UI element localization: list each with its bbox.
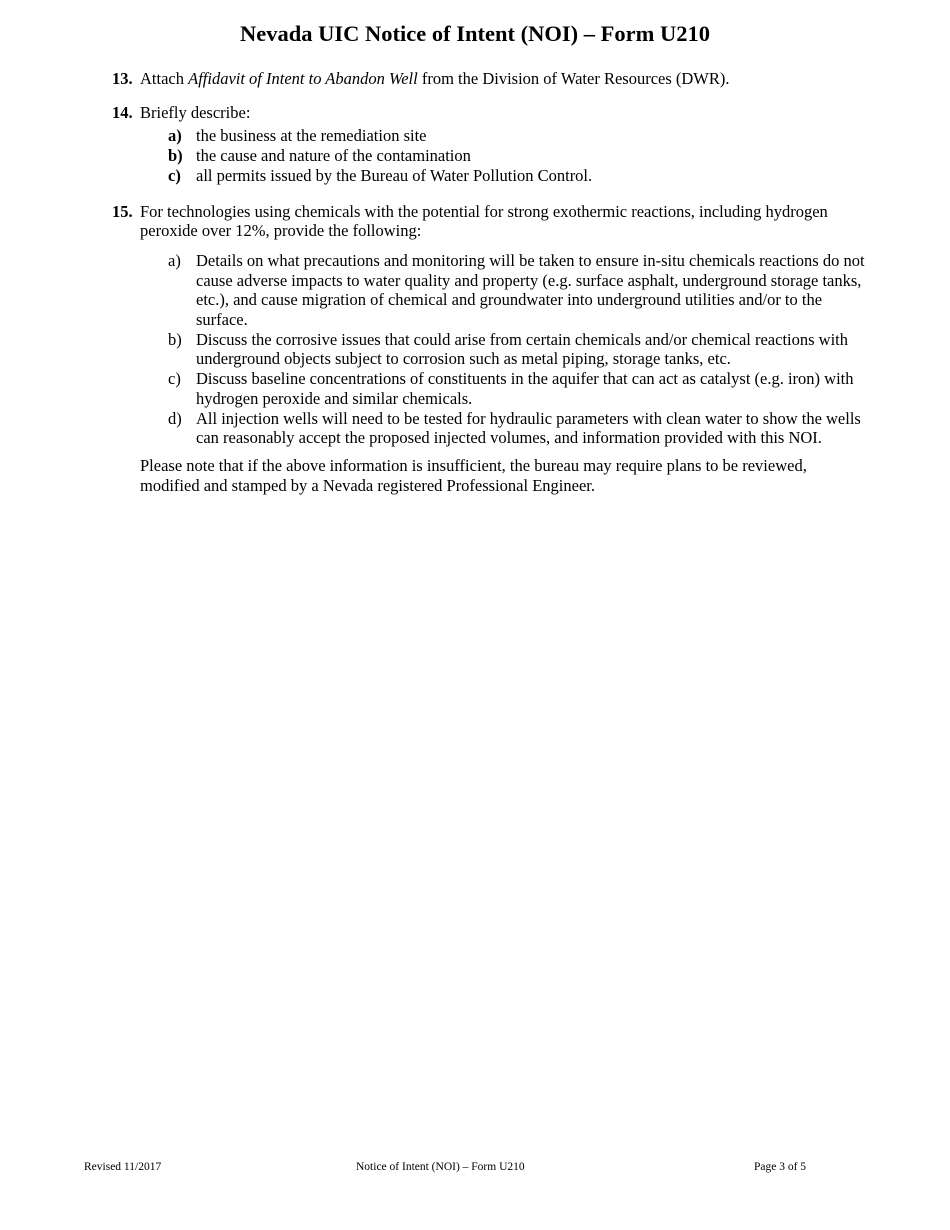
item-13 bbox=[110, 69, 870, 89]
footer-revised-date: Revised 11/2017 bbox=[84, 1161, 162, 1173]
sublist-letter: a) bbox=[168, 126, 182, 146]
footer-form-name: Notice of Intent (NOI) – Form U210 bbox=[356, 1161, 525, 1173]
sublist-text: all permits issued by the Bureau of Water Pollution Control. bbox=[196, 165, 593, 185]
sublist-letter: d) bbox=[168, 408, 182, 428]
sublist-letter: b) bbox=[168, 146, 183, 166]
sublist-letter: c) bbox=[168, 369, 181, 389]
sublist-item bbox=[140, 330, 870, 369]
item-number: 14. bbox=[112, 102, 133, 122]
sublist-item bbox=[140, 409, 870, 448]
item-14 bbox=[110, 103, 870, 186]
sublist-letter: a) bbox=[168, 250, 181, 270]
item-text: Briefly describe: bbox=[140, 102, 251, 122]
sublist-text: Discuss baseline concentrations of constituents in the aquifer that can act as catalyst (e.g. iron) with hydrogen peroxide and similar chemicals. bbox=[196, 369, 854, 408]
sublist-item bbox=[140, 251, 870, 330]
sublist-item bbox=[140, 146, 870, 166]
form-content bbox=[110, 69, 870, 495]
affidavit-title: Affidavit of Intent to Abandon Well bbox=[188, 69, 418, 88]
page-title: Nevada UIC Notice of Intent (NOI) – Form U210 bbox=[240, 21, 710, 46]
sublist-letter: b) bbox=[168, 329, 182, 349]
sublist bbox=[140, 251, 870, 448]
sublist-item bbox=[140, 166, 870, 186]
item-15 bbox=[110, 202, 870, 448]
item-text: Attach Affidavit of Intent to Abandon Well from the Division of Water Resources (DWR). bbox=[140, 69, 730, 88]
sublist-text: the business at the remediation site bbox=[196, 126, 427, 146]
sublist-text: Details on what precautions and monitoring will be taken to ensure in-situ chemicals reactions do not cause adverse impacts to water quality and property (e.g. surface asphalt, underground storage tanks, etc.), and cause migration of chemical and groundwater into underground utilities and/or to the surface. bbox=[196, 250, 865, 330]
insufficient-info-note: Please note that if the above information is insufficient, the bureau may require plans to be reviewed, modified and stamped by a Nevada registered Professional Engineer. bbox=[140, 455, 807, 495]
sublist-text: the cause and nature of the contamination bbox=[196, 146, 471, 166]
sublist-item bbox=[140, 126, 870, 146]
item-number: 15. bbox=[112, 201, 133, 221]
sublist-text: All injection wells will need to be tested for hydraulic parameters with clean water to show the wells can reasonably accept the proposed injected volumes, and information provided with this NOI. bbox=[196, 408, 861, 448]
sublist-item bbox=[140, 369, 870, 408]
sublist bbox=[140, 126, 870, 185]
sublist-letter: c) bbox=[168, 165, 181, 185]
footer-page-number: Page 3 of 5 bbox=[754, 1161, 807, 1173]
item-text: For technologies using chemicals with the potential for strong exothermic reactions, including hydrogen peroxide over 12%, provide the following: bbox=[140, 201, 828, 241]
sublist-text: Discuss the corrosive issues that could arise from certain chemicals and/or chemical reactions with underground objects subject to corrosion such as metal piping, storage tanks, etc. bbox=[196, 329, 848, 369]
item-number: 13. bbox=[112, 69, 133, 88]
